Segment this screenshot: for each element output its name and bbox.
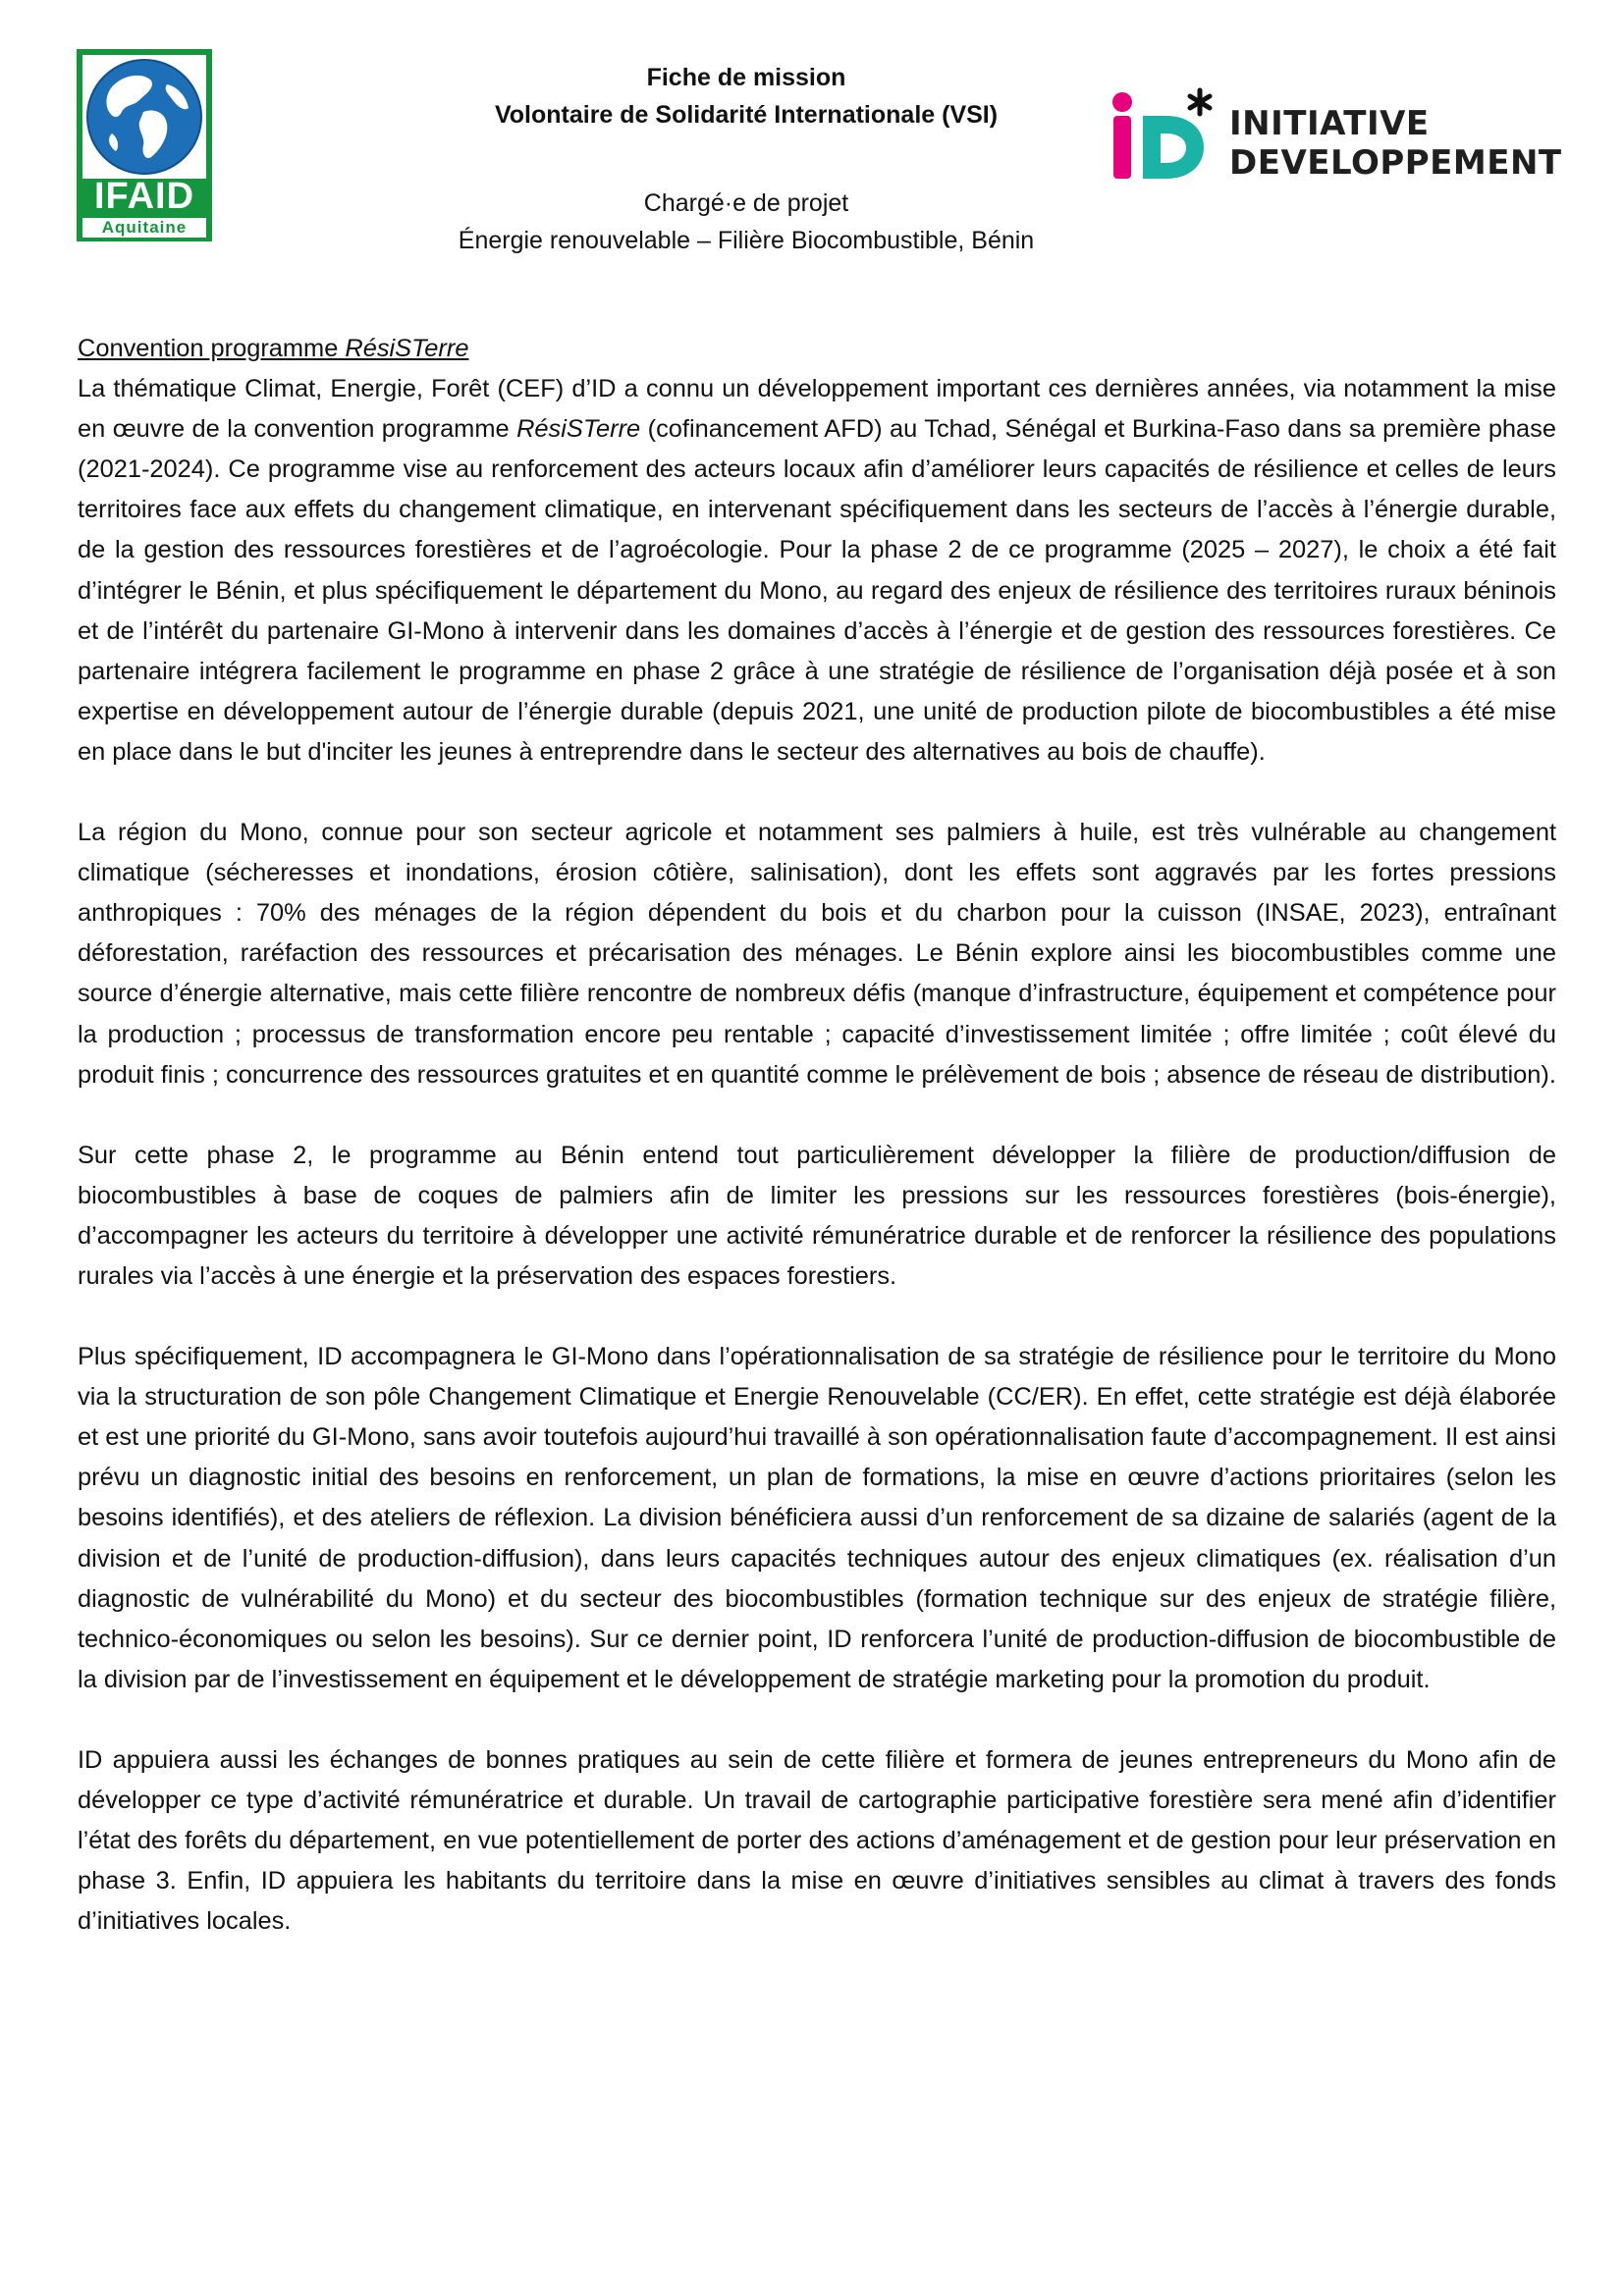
ifaid-logo [77,49,212,241]
paragraph-1-italic: RésiSTerre [516,415,641,444]
job-domain: Énergie renouvelable – Filière Biocombustible, Bénin [458,227,1035,254]
id-logo-line1: INITIATIVE [1229,104,1430,143]
id-logo-text [1229,104,1562,183]
section-heading-text: Convention programme [78,335,346,362]
paragraph-3: Sur cette phase 2, le programme au Bénin entend tout particulièrement développer la filière de production/diffusion de biocombustibles à base de coques de palmiers afin de limiter les pressions sur les ressources forestières (bois-énergie), d’accompagner les acteurs du territoire à développer une activité rémunératrice durable et de renforcer la résilience des populations rurales via l’accès à une énergie et la préservation des espaces forestiers. [78,1141,1556,1290]
document-body [78,329,1556,1982]
initiative-developpement-logo [1110,86,1581,194]
header-subtitle: Volontaire de Solidarité Internationale (VSI) [494,101,999,129]
id-logo-line2: DEVELOPPEMENT [1229,143,1562,183]
paragraph-2: La région du Mono, connue pour son secteur agricole et notamment ses palmiers à huile, est très vulnérable au changement climatique (sécheresses et inondations, érosion côtière, salinisation), dont les effets sont aggravés par les fortes pressions anthropiques : 70% des ménages de la région dépendent du bois et du charbon pour la cuisson (INSAE, 2023), entraînant déforestation, raréfaction des ressources et précarisation des ménages. Le Bénin explore ainsi les biocombustibles comme une source d’énergie alternative, mais cette filière rencontre de nombreux défis (manque d’infrastructure, équipement et compétence pour la production ; processus de transformation encore peu rentable ; capacité d’investissement limitée ; offre limitée ; coût élevé du produit finis ; concurrence des ressources gratuites et en quantité comme le prélèvement de bois ; absence de réseau de distribution). [78,819,1556,1089]
paragraph-1-part-c: (cofinancement AFD) au Tchad, Sénégal et Burkina-Faso dans sa première phase (2021-2024). Ce programme vise au renforcement des acteurs locaux afin d’améliorer leurs capacités de résilience et celles de leurs territoires face aux effets du changement climatique, en intervenant spécifiquement dans les secteurs de l’accès à l’énergie durable, de la gestion des ressources forestières et de l’agroécologie. Pour la phase 2 de ce programme (2025 – 2027), le choix a été fait d’intégrer le Bénin, et plus spécifiquement le département du Mono, au regard des enjeux de résilience des territoires ruraux béninois et de l’intérêt du partenaire GI-Mono à intervenir dans les domaines d’accès à l’énergie et de gestion des ressources forestières. Ce partenaire intégrera facilement le programme en phase 2 grâce à une stratégie de résilience de l’organisation déjà posée et à son expertise en développement autour de l’énergie durable (depuis 2021, une unité de production pilote de biocombustibles a été mise en place dans le but d'inciter les jeunes à entreprendre dans le secteur des alternatives au bois de chauffe). [78,415,1556,766]
header-title: Fiche de mission [646,64,846,91]
id-logo-icon [1110,86,1225,192]
paragraph-1 [78,369,1556,773]
ifaid-subtitle: Aquitaine [82,218,206,238]
section-heading-italic: RésiSTerre [345,335,469,362]
paragraph-5: ID appuiera aussi les échanges de bonnes pratiques au sein de cette filière et formera de jeunes entrepreneurs du Mono afin de développer ce type d’activité rémunératrice et durable. Un travail de cartographie participative forestière sera mené afin d’identifier l’état des forêts du département, en vue potentiellement de porter des actions d’aménagement et de gestion pour leur préservation en phase 3. Enfin, ID appuiera les habitants du territoire dans la mise en œuvre d’initiatives sensibles au climat à travers des fonds d’initiatives locales. [78,1745,1556,1936]
job-title-block [353,185,1139,259]
globe-icon [82,55,206,179]
paragraph-1-part-a: La thématique Climat, Energie, Forêt (CEF) d’ID a connu un développement important ces dernières années, via notamment la mise en œuvre de la convention programme [78,375,1556,444]
document-header [353,59,1139,133]
job-title: Chargé·e de projet [643,189,849,217]
section-heading [78,329,1556,369]
ifaid-name: IFAID [93,176,195,217]
paragraph-4: Plus spécifiquement, ID accompagnera le GI-Mono dans l’opérationnalisation de sa stratégie de résilience pour le territoire du Mono via la structuration de son pôle Changement Climatique et Energie Renouvelable (CC/ER). En effet, cette stratégie est déjà élaborée et est une priorité du GI-Mono, sans avoir toutefois aujourd’hui travaillé à son opérationnalisation faute d’accompagnement. Il est ainsi prévu un diagnostic initial des besoins en renforcement, un plan de formations, la mise en œuvre d’actions prioritaires (selon les besoins identifiés), et des ateliers de réflexion. La division bénéficiera aussi d’un renforcement de sa dizaine de salariés (agent de la division et de l’unité de production-diffusion), dans leurs capacités techniques autour des enjeux climatiques (ex. réalisation d’un diagnostic de vulnérabilité du Mono) et du secteur des biocombustibles (formation technique sur des enjeux de stratégie filière, technico-économiques ou selon les besoins). Sur ce dernier point, ID renforcera l’unité de production-diffusion de biocombustible de la division par de l’investissement en équipement et le développement de stratégie marketing pour la promotion du produit. [78,1343,1556,1693]
